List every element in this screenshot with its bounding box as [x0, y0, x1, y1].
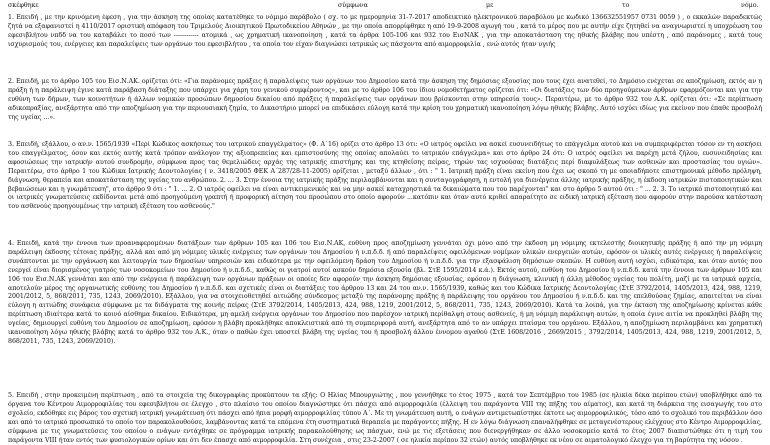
- header-left-word: σκέφθηκε: [8, 2, 39, 9]
- header-right-word-a: το: [622, 2, 630, 9]
- paragraph-1: 1. Επειδή , με την κρινόμενη έφεση , για την άσκηση της οποίας κατατέθηκε το νόμιμο παράβολο ( σχ. το με ημερομηνία 31-7-2017 αποδεικτικό ηλεκτρονικού παραβόλου με κωδικό 136632551957 0731 0059 ) , ο εκκαλών παραδεκτώς ζητά να εξαφανιστεί η 4110/2017 οριστική απόφαση του Τριμελούς Διοικητικού Πρωτοδικείου Αθηνών , με την οποία απορρίφθηκε η από 19-9-2008 αγωγή του , κατά το μέρος που με αυτήν είχε ζητηθεί να αναγνωριστεί η υποχρέωση του εφεσιβλήτου νπδδ να του καταβάλει το ποσό των ------------ ατομικά , ως χρηματική ικανοποίηση , κατά τα άρθρα 105-106 και 932 του ΕισΝΑΚ , για την αποκατάσταση της ηθικής βλάβης που υπέστη , από παράνομες , κατά τους ισχυρισμούς του, ενέργειες και παραλείψεις των οργάνων του εφεσιβλήτου , τα οποία τον είχαν διαγνώσει ιατρικώς ως πάσχοντα από αιμορροφιλία , ενώ αυτός ήταν υγιής: [8, 14, 762, 48]
- header-center-word: σύμφωνα: [338, 2, 368, 9]
- paragraph-2: 2. Επειδή, με το άρθρο 105 του Εισ.Ν.ΑΚ. ορίζεται ότι: «Για παράνομες πράξεις ή παραλείψεις των οργάνων του Δημοσίου κατά την άσκηση της δημόσιας εξουσίας που τους έχει ανατεθεί, το Δημόσιο ενέχεται σε αποζημίωση, εκτός αν η πράξη ή η παράλειψη έγινε κατά παράβαση διάταξης που υπάρχει για χάρη του γενικού συμφέροντος», και με το άρθρο 106 του ίδιου νομοθετήματος ορίζεται ότι: «Οι διατάξεις των δύο προηγούμενων άρθρων εφαρμόζονται και για την ευθύνη των δήμων, των κοινοτήτων ή άλλων νομικών προσώπων δημοσίου δικαίου από πράξεις ή παραλείψεις των οργάνων που βρίσκονται στην υπηρεσία τους». Περαιτέρω, με το άρθρο 932 του Α.Κ. ορίζεται ότι: «Σε περίπτωση αδικοπραξίας, ανεξάρτητα από την αποζημίωση για την περιουσιακή ζημία, το Δικαστήριο μπορεί να επιδικάσει εύλογη κατά την κρίση του χρηματική ικανοποίηση λόγω ηθικής βλάβης. Αυτό ισχύει ιδίως για εκείνον που έπαθε προσβολή της υγείας ...».: [8, 78, 762, 121]
- paragraph-5: 5. Επειδή , στην προκειμένη περίπτωση , από τα στοιχεία της δικογραφίας προκύπτουν τα εξής: Ο Ηλίας Μπουργιώτης , που γεννήθηκε το έτος 1975 , κατά τον Σεπτέμβριο του 1985 (σε ηλικία δέκα περίπου ετών) υποβλήθηκε από τα όργανα του Κέντρου Αιμορροφιλίας του εφεσιβλήτου σε έλεγχο , στο πλαίσιο του οποίου διαγνώστηκε ότι πάσχει από αιμορροφιλία (έλλειψη του παράγοντα VIII της πήξης του αίματος), και κατά τη διάρκεια της εισαγωγής του στο σχολείο, εκδόθηκε εις βάρος του σχετική ιατρική γνωμάτευση ότι πάσχει από ήπια μορφή αιμορροφιλίας τύπου Α΄. Με τη γνωμάτευση αυτή, ο ενάγων αντιμετωπίστηκε έκτοτε ως αιμορροφιλικός, τόσο από το σχολικό του περιβάλλον όσο και από το ιατρικό προσωπικό το οποίο τον παρακολουθούσε, λαμβάνοντας κατά τα επόμενα έτη συστηματικά θεραπεία με παράγοντες πήξης. Η εν λόγω διάγνωση επαναλήφθηκε σε μεταγενέστερους ελέγχους στο Κέντρο Αιμορροφιλίας, σύμφωνα με τις γνωματεύσεις του οποίου ο ενάγων εντάχθηκε σε πρόγραμμα ιατρικής παρακολούθησης ως πάσχων, ενώ με τις εξετάσεις που διενεργήθηκαν σε άλλο νοσοκομείο κατά το έτος 2007 διαπιστώθηκε ότι η τιμή του παράγοντα VIII ήταν εντός των φυσιολογικών ορίων και ότι δεν έπασχε από αιμορροφιλία. Στη συνέχεια , στις 23-2-2007 ( σε ηλικία περίπου 32 ετών) αυτός υποβλήθηκε εκ νέου σε αιματολογικό έλεγχο για τη βαρύτητα της νόσου .: [8, 392, 762, 444]
- paragraph-3: 3. Επειδή, εξάλλου, ο αν.ν. 1565/1939 «Περί Κώδικος ασκήσεως του ιατρικού επαγγέλματος» (Φ. Α΄16) ορίζει στο άρθρο 13 ότι: «Ο ιατρός οφείλει να ασκεί ευσυνειδήτως το επάγγελμα αυτού και να συμπεριφέρεται τόσον εν τη ασκήσει του επαγγέλματος, όσον και εκτός αυτής κατά τρόπον ανάλογον της αξιοπρεπείας και εμπιστοσύνης της οποίας απολαύει το ιατρικόν επάγγελμα» και στο άρθρο 24 ότι: Ο ιατρός οφείλει να παρέχη μετά ζήλου, ευσυνειδησίας και αφοσιώσεως την ιατρικήν αυτού συνδρομήν, σύμφωνα προς τας θεμελιώδεις αρχάς της ιατρικής επιστήμης και της κτηθείσης πείρας, τηρών τας ισχυούσας διατάξεις περί διαφυλάξεως των ασθενών και προστασίας του υγιών». Περαιτέρω, στο άρθρο 1 του Κώδικα Ιατρικής Δεοντολογίας ( ν. 3418/2005 ΦΕΚ Α΄287/28-11-2005) ορίζεται , μεταξύ άλλων , ότι : " 1. Ιατρική πράξη είναι εκείνη που έχει ως σκοπό τη με οποιαδήποτε επιστημονικά μέθοδο πρόληψη, διάγνωση, θεραπεία και αποκατάσταση της υγείας του ανθρώπου. 2. ... 3. Στην έννοια της ιατρικής πράξης περιλαμβάνονται και η συνταγογράφηση, η εντολή για διενέργεια άλλης ιατρικής πράξης, η έκδοση ιατρικών πιστοποιητικών και βεβαιώσεων και η γνωμάτευση", στο άρθρο 9 ότι : " 1. ... 2. Ο ιατρός οφείλει να είναι αντικειμενικός και να μην ασκεί καταχρηστικά τα δικαιώματα που του παρέχονται" και στο άρθρο 5 αυτού ότι : " ... 2. 3. Το ιατρικό πιστοποιητικό και οι ιατρικές γνωματεύσεις εκδίδονται μετά από προηγούμενη γραπτή ή προφορική αίτηση του προσώπου στο οποίο αφορούν ...κατόπιν και όταν αυτό κριθεί απαραίτητο σε ειδική ιατρική εξέταση που αφορούν στην παρούσα κατάσταση του ασθενούς προηγουμένως την ιατρική εξέταση του ασθενούς.": [8, 141, 762, 211]
- header-mid-word: με: [486, 2, 494, 9]
- header-right-word-b: νόμο.: [741, 2, 759, 9]
- page-header: [8, 1, 762, 11]
- paragraph-4: 4. Επειδή, κατά την έννοια των προαναφερομένων διατάξεων των άρθρων 105 και 106 του Εισ.Ν.ΑΚ, ευθύνη προς αποζημίωση γεννάται όχι μόνο από την έκδοση μη νόμιμης εκτελεστής διοικητικής πράξης ή από την μη νόμιμη παράλειψη έκδοσης τέτοιας πράξης, αλλά και από μη νόμιμες υλικές ενέργειες των οργάνων του Δημοσίου ή ν.π.δ.δ. ή από παραλείψεις οφειλόμενων νομίμων υλικών ενεργειών αυτών, εφόσον οι υλικές αυτές ενέργειες ή παραλείψεις συνάπτονται με την οργάνωση και λειτουργία των δημοσίων υπηρεσιών και ειδικότερα με την οφειλόμενη δράση του Δημοσίου ή ν.π.δ.δ. για την εξασφάλιση δημόσιων σκοπών. Η ευθύνη αυτή ισχύει, ειδικότερα, και όταν αυτός που ενεργεί είναι διορισμένος γιατρός των νοσοκομείων του Δημοσίου ή ν.π.δ.δ., καθώς οι γιατροί αυτοί ασκούν δημόσια εξουσία (βλ. ΣτΕ 1595/2014 κ.ά.). Εκτός αυτού, ευθύνη του Δημοσίου ή ν.π.δ.δ. κατά την έννοια των άρθρων 105 και 106 του Εισ.Ν.ΑΚ γεννάται και από την ενέργεια ή παράλειψη των οργάνων πράξεων οι οποίες δεν αφορούν την άσκηση δημόσιας εξουσίας, εφόσον η διάγνωση, κλινική ή άλλη μέθοδος υγείας του πολίτη, μαζί με τα ιατρικά αρχεία, αποτελούν μέρος της οργανωτικής ευθύνης του Δημοσίου ή ν.π.δ.δ. και σχετικές είναι οι διατάξεις του άρθρου 13 και 24 του αν.ν. 1565/1939, καθώς και του Κώδικα Ιατρικής Δεοντολογίας (ΣτΕ 3792/2014, 1405/2013, 424, 988, 1219, 2001/2012, 5, 868/2011, 735, 1243, 2069/2010). Εξάλλου, για να στοιχειοθετηθεί αιτιώδης σύνδεσμος μεταξύ της παράνομης πράξης ή παράλειψης του οργάνου του Δημοσίου ή ν.π.δ.δ. και της επελθούσας ζημίας, απαιτείται να είναι εύλογη η αιτιώδης συνάφεια σύμφωνα με τα διδάγματα της κοινής πείρας (ΣτΕ 3792/2014, 1405/2013, 424, 988, 1219, 2001/2012, 5, 868/2011, 735, 1243, 2069/2010). Κατά τα λοιπά, για την έκταση της αποζημίωσης κρίνεται κάθε περίπτωση ιδιαίτερα κατά το κοινό αίσθημα δικαίου. Ειδικότερα, μη αμελή ενέργεια οργάνων του Δημοσίου που παρέσχον ιατρική περίθαλψη στους ασθενείς, ή μη νόμιμη παράλειψη αυτών, η οποία έγινε αιτία να προκληθεί βλάβη της υγείας, δημιουργεί ευθύνη του Δημοσίου σε αποζημίωση, εφόσον η βλάβη προκλήθηκε αποκλειστικά από τη συμπεριφορά αυτή, ανεξάρτητα από το αν υπάρχει πταίσμα του οργάνου. Εξάλλου, η αποζημίωση περιλαμβάνει και χρηματική ικανοποίηση λόγω ηθικής βλάβης κατά το άρθρο 932 του Α.Κ., όταν ο παθών έχει υποστεί βλάβη της υγείας του ή προσβολή άλλου έννομου αγαθού (ΣτΕ 1608/2016 , 2669/2015 , 3792/2014, 1405/2013, 424, 988, 1219, 2001/2012, 5, 868/2011, 735, 1243, 2069/2010).: [8, 240, 762, 345]
